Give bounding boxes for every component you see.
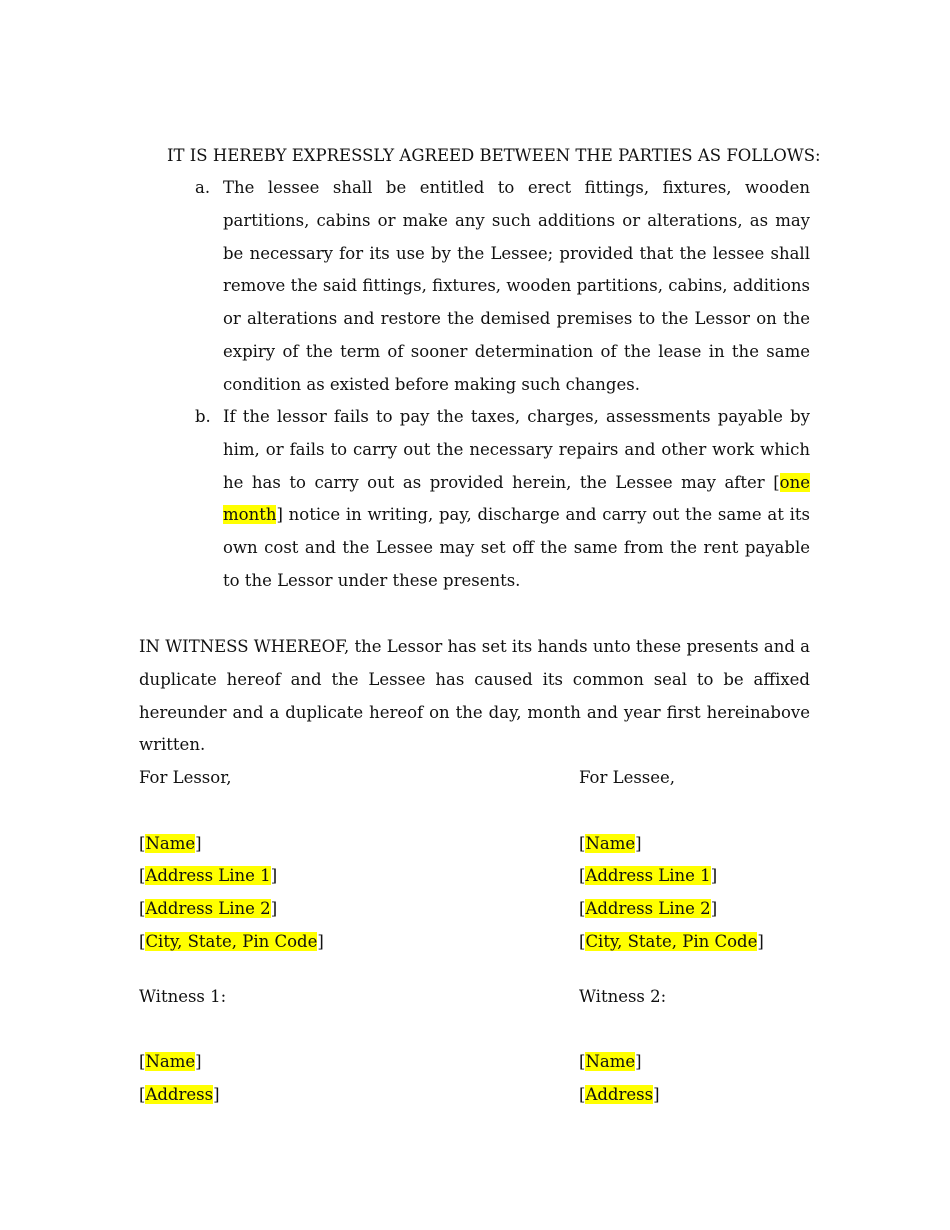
witness-2-address-line: [Address] — [579, 1085, 660, 1104]
lessee-address2-placeholder: Address Line 2 — [585, 899, 711, 918]
lessee-address2-line: [Address Line 2] — [579, 899, 718, 918]
witness-2-address-placeholder: Address — [585, 1085, 654, 1104]
witness-1-label: Witness 1: — [139, 987, 227, 1006]
clause-marker: b. — [195, 407, 211, 426]
lessor-label: For Lessor, — [139, 768, 232, 787]
lessee-address1-line: [Address Line 1] — [579, 866, 718, 885]
clause-marker: a. — [195, 178, 211, 197]
lessee-name-placeholder: Name — [585, 834, 636, 853]
lessee-city-line: [City, State, Pin Code] — [579, 932, 764, 951]
lessor-address1-line: [Address Line 1] — [139, 866, 278, 885]
notice-period-placeholder: one month — [223, 472, 810, 525]
lessee-city-placeholder: City, State, Pin Code — [585, 932, 758, 951]
clause-text: The lessee shall be entitled to erect fittings, fixtures, wooden partitions, cabins or make any such additions or alterations, as may be necessary for its use by the Lessee; provided that the lessee shall remove the said fittings, fixtures, wooden partitions, cabins, additions or alterations and restore the demised premises to the Lessor on the expiry of the term of sooner determination of the lease in the same condition as existed before making such changes. — [223, 178, 810, 394]
witness-1-address-placeholder: Address — [145, 1085, 214, 1104]
witness-2-name-line: [Name] — [579, 1052, 642, 1071]
clause-a — [195, 172, 810, 402]
lessor-address1-placeholder: Address Line 1 — [145, 866, 271, 885]
lessee-name-line: [Name] — [579, 834, 642, 853]
lessee-label: For Lessee, — [579, 768, 676, 787]
lessor-name-line: [Name] — [139, 834, 202, 853]
lessor-name-placeholder: Name — [145, 834, 196, 853]
witness-1-address-line: [Address] — [139, 1085, 220, 1104]
clause-text-after: ] notice in writing, pay, discharge and carry out the same at its own cost and the Lessee may set off the same from the rent payable to the Lessor under these presents. — [223, 505, 810, 590]
lessee-address1-placeholder: Address Line 1 — [585, 866, 711, 885]
witness-2-name-placeholder: Name — [585, 1052, 636, 1071]
witness-2-label: Witness 2: — [579, 987, 667, 1006]
witness-1-name-placeholder: Name — [145, 1052, 196, 1071]
witness-1-name-line: [Name] — [139, 1052, 202, 1071]
clause-text — [223, 401, 810, 598]
in-witness-paragraph: IN WITNESS WHEREOF, the Lessor has set its hands unto these presents and a duplicate hereof and the Lessee has caused its common seal to be affixed hereunder and a duplicate hereof on the day, month and year first hereinabove written. — [139, 637, 810, 755]
lessor-address2-line: [Address Line 2] — [139, 899, 278, 918]
clause-text-before: If the lessor fails to pay the taxes, charges, assessments payable by him, or fails to carry out the necessary repairs and other work which he has to carry out as provided herein, the Lessee may after [ — [223, 407, 810, 492]
lessor-address2-placeholder: Address Line 2 — [145, 899, 271, 918]
agreement-heading: IT IS HEREBY EXPRESSLY AGREED BETWEEN THE PARTIES AS FOLLOWS: — [167, 146, 821, 165]
clause-b — [195, 401, 810, 598]
lessor-city-line: [City, State, Pin Code] — [139, 932, 324, 951]
lessor-city-placeholder: City, State, Pin Code — [145, 932, 318, 951]
